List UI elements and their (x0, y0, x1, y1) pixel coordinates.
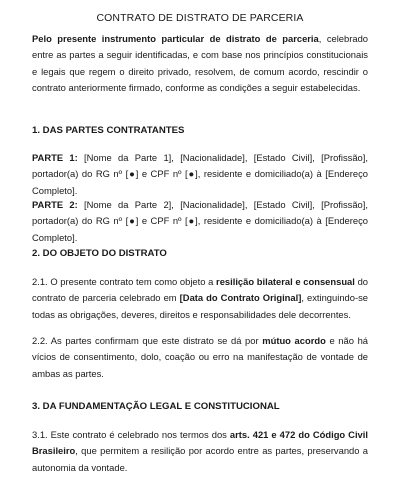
section-1-heading: 1. DAS PARTES CONTRATANTES (32, 125, 185, 136)
section-3-heading: 3. DA FUNDAMENTAÇÃO LEGAL E CONSTITUCIONAL (32, 401, 280, 412)
clause-2-1-text-c: , extinguindo-se todas as obrigações, deveres, direitos e responsabilidades dele decorrentes. (32, 292, 368, 320)
clause-2-2 (32, 333, 368, 382)
clause-2-1-text-b: do contrato de parceria celebrado em (32, 276, 368, 304)
clause-2-1 (32, 274, 368, 323)
clause-2-1-bold-b: [Data do Contrato Original] (179, 292, 302, 304)
parte-2-text: [Nome da Parte 2], [Nacionalidade], [Estado Civil], [Profissão], portador(a) do RG nº [●] e CPF nº [●], residente e domiciliado(a) à [Endereço Completo]. (32, 199, 368, 243)
intro-text: , celebrado entre as partes a seguir identificadas, e com base nos princípios constitucionais e legais que regem o direito privado, resolvem, de comum acordo, rescindir o contrato anteriormente firmado, conforme as condições a seguir estabelecidas. (32, 33, 368, 93)
parte-1-text: [Nome da Parte 1], [Nacionalidade], [Estado Civil], [Profissão], portador(a) do RG nº [●] e CPF nº [●], residente e domiciliado(a) à [Endereço Completo]. (32, 152, 368, 196)
intro-bold: Pelo presente instrumento particular de distrato de parceria (32, 33, 319, 44)
parte-2-label: PARTE 2: (32, 199, 78, 210)
clause-2-1-text-a: 2.1. O presente contrato tem como objeto a (32, 276, 217, 287)
clause-3-1-bold: arts. 421 e 472 do Código Civil Brasileiro (32, 429, 368, 457)
clause-3-1-text-b: , que permitem a resilição por acordo entre as partes, preservando a autonomia da vontade. (32, 445, 368, 473)
clause-2-2-bold: mútuo acordo (262, 335, 326, 346)
section-2-heading: 2. DO OBJETO DO DISTRATO (32, 248, 167, 259)
intro-paragraph (32, 31, 368, 96)
clause-3-1 (32, 427, 368, 476)
clause-2-2-text-a: 2.2. As partes confirmam que este distrato se dá por (32, 335, 263, 346)
clause-2-2-text-b: e não há vícios de consentimento, dolo, coação ou erro na manifestação de vontade de ambas as partes. (32, 335, 369, 379)
parte-2-paragraph (32, 197, 368, 246)
clause-3-1-text-a: 3.1. Este contrato é celebrado nos termos dos (32, 429, 230, 440)
parte-1-paragraph (32, 150, 368, 199)
document-title: CONTRATO DE DISTRATO DE PARCERIA (96, 12, 304, 24)
parte-1-label: PARTE 1: (32, 152, 78, 163)
clause-2-1-bold-a: resilição bilateral e consensual (216, 276, 355, 287)
